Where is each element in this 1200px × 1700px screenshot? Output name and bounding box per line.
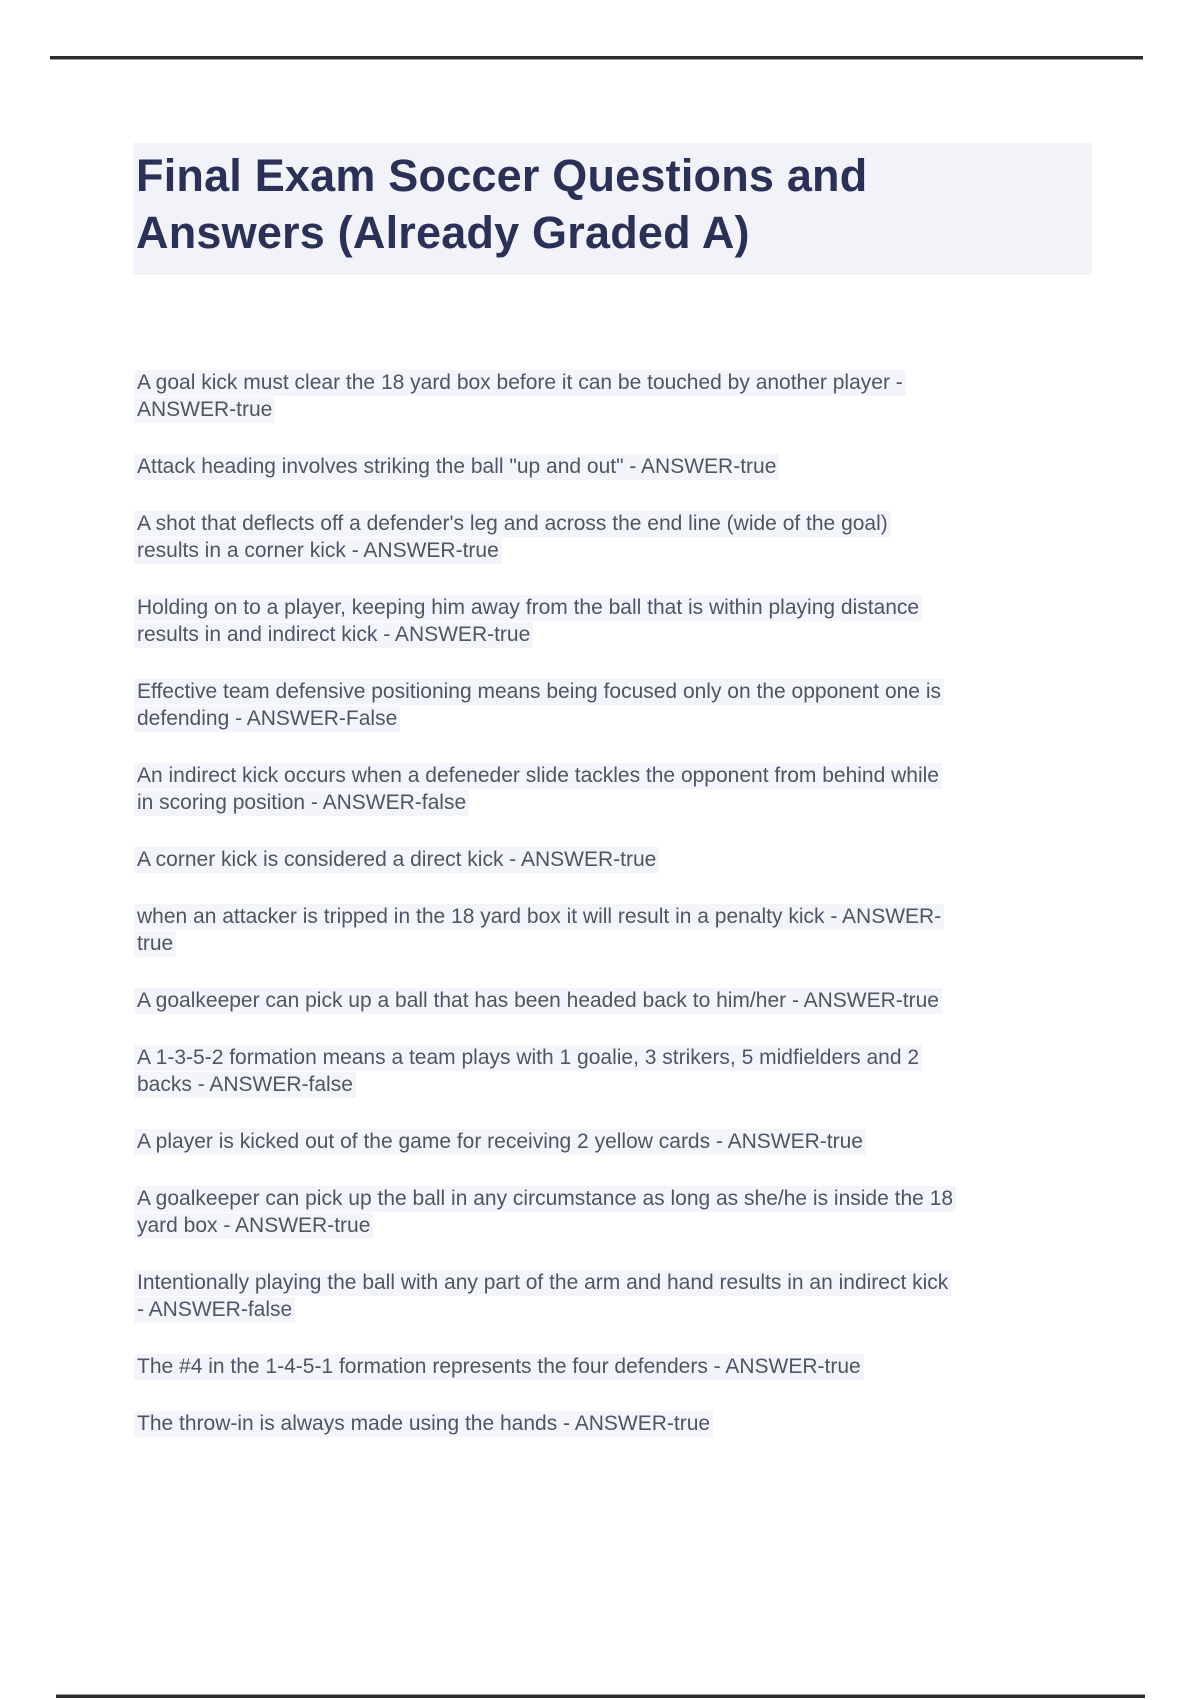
page-title-line: Answers (Already Graded A) [136,207,750,258]
qa-text-line: The throw-in is always made using the hands - ANSWER-true [137,1412,711,1435]
qa-item [137,762,1097,816]
qa-text-line: when an attacker is tripped in the 18 yard box it will result in a penalty kick - ANSWER- [137,905,942,928]
page-title-line: Final Exam Soccer Questions and [136,150,868,201]
qa-item [137,594,1097,648]
qa-text-line: defending - ANSWER-False [137,707,398,730]
qa-text-line: backs - ANSWER-false [137,1073,353,1096]
qa-text-line: in scoring position - ANSWER-false [137,791,467,814]
bottom-horizontal-rule [56,1695,1145,1698]
top-horizontal-rule [50,56,1143,59]
qa-text-line: An indirect kick occurs when a defeneder slide tackles the opponent from behind while [137,764,939,787]
qa-text-line: A player is kicked out of the game for receiving 2 yellow cards - ANSWER-true [137,1130,863,1153]
qa-item [137,987,1097,1014]
qa-text-line: results in and indirect kick - ANSWER-true [137,623,531,646]
qa-text-line: A shot that deflects off a defender's leg and across the end line (wide of the goal) [137,512,888,535]
qa-text-line: Effective team defensive positioning means being focused only on the opponent one is [137,680,941,703]
qa-text-line: ANSWER-true [137,398,273,421]
qa-text-line: Attack heading involves striking the ball "up and out" - ANSWER-true [137,455,777,478]
qa-text-line: Holding on to a player, keeping him away from the ball that is within playing distance [137,596,920,619]
qa-item [137,903,1097,957]
qa-item [137,1410,1097,1437]
qa-text-line: - ANSWER-false [137,1298,293,1321]
qa-text-line: Intentionally playing the ball with any part of the arm and hand results in an indirect kick [137,1271,949,1294]
qa-text-line: results in a corner kick - ANSWER-true [137,539,499,562]
qa-text-line: A goalkeeper can pick up the ball in any circumstance as long as she/he is inside the 18 [137,1187,953,1210]
qa-item [137,1128,1097,1155]
qa-item [137,846,1097,873]
qa-text-line: true [137,932,174,955]
qa-text-line: The #4 in the 1-4-5-1 formation represents the four defenders - ANSWER-true [137,1355,861,1378]
qa-item [137,369,1097,423]
qa-item [137,1044,1097,1098]
qa-text-line: A corner kick is considered a direct kick - ANSWER-true [137,848,657,871]
qa-item [137,1353,1097,1380]
qa-item [137,510,1097,564]
qa-item [137,453,1097,480]
qa-item [137,1185,1097,1239]
qa-text-line: A 1-3-5-2 formation means a team plays with 1 goalie, 3 strikers, 5 midfielders and 2 [137,1046,920,1069]
page-title [133,143,1092,275]
qa-item [137,678,1097,732]
qa-item [137,1269,1097,1323]
qa-text-line: yard box - ANSWER-true [137,1214,371,1237]
qa-text-line: A goalkeeper can pick up a ball that has been headed back to him/her - ANSWER-true [137,989,939,1012]
qa-text-line: A goal kick must clear the 18 yard box before it can be touched by another player - [137,371,903,394]
qa-list [137,369,1097,1467]
